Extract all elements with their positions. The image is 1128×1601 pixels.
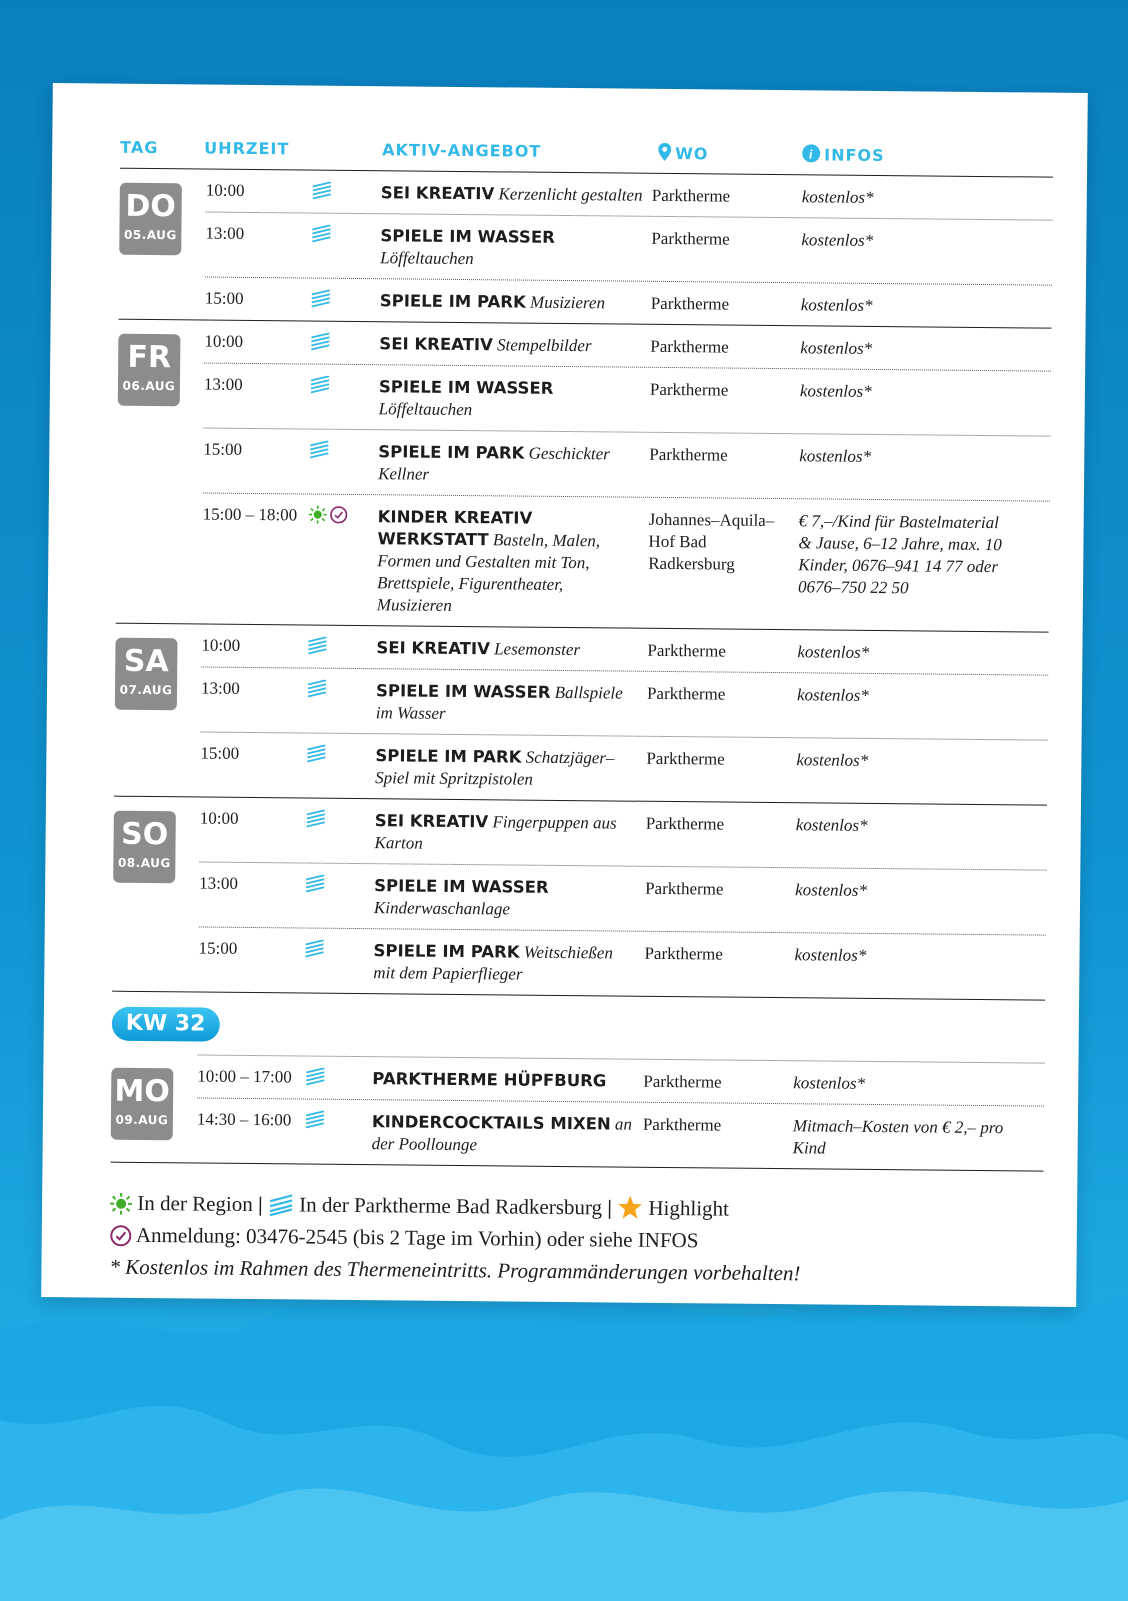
- schedule-row: [203, 428, 1051, 501]
- activity-subtitle: Musizieren: [529, 292, 606, 313]
- activity-subtitle: Löffeltauchen: [378, 399, 473, 420]
- day-date: 09.AUG: [115, 1112, 169, 1128]
- row-time: 13:00: [203, 374, 243, 394]
- row-time: 15:00: [200, 743, 240, 763]
- wave-icon: [305, 1068, 325, 1091]
- wave-icon: [311, 225, 331, 248]
- row-activity: [372, 1068, 634, 1093]
- activity-title: SPIELE IM PARK: [373, 941, 520, 962]
- activity-subtitle: Lesemonster: [494, 639, 581, 660]
- row-icons: [305, 1068, 328, 1090]
- activity-title: KINDER KREATIV WERKSTATT: [377, 507, 533, 550]
- day-rows: [200, 625, 1049, 805]
- svg-text:i: i: [808, 146, 814, 162]
- row-activity: [380, 290, 642, 315]
- day-name: FR: [127, 339, 172, 376]
- schedule-row: [202, 493, 1050, 632]
- week-separator: [112, 992, 1046, 1063]
- row-location: Parktherme: [645, 878, 724, 899]
- day-badge: [119, 183, 182, 256]
- row-icons: [311, 290, 334, 312]
- legend-highlight: Highlight: [648, 1195, 730, 1221]
- row-icons: [309, 506, 351, 528]
- day-block: [114, 624, 1049, 806]
- row-activity: [381, 182, 643, 207]
- row-activity: [377, 506, 640, 619]
- schedule-row: [201, 667, 1049, 740]
- row-info: kostenlos*: [793, 1073, 866, 1093]
- activity-subtitle: an der Poollounge: [371, 1114, 633, 1155]
- row-icons: [310, 333, 333, 355]
- wave-icon: [306, 810, 326, 833]
- sun-icon: [309, 506, 327, 529]
- day-name: MO: [114, 1073, 171, 1110]
- schedule-card: [41, 83, 1088, 1307]
- day-rows: [205, 170, 1053, 328]
- row-icons: [307, 637, 330, 659]
- row-time: 10:00: [201, 635, 241, 655]
- row-location: Parktherme: [646, 748, 725, 769]
- col-uhrzeit: UHRZEIT: [204, 138, 290, 159]
- row-info: kostenlos*: [800, 295, 873, 315]
- day-block: [112, 797, 1047, 1001]
- day-badge: [111, 1068, 174, 1141]
- day-badge: [118, 334, 181, 407]
- row-time: 13:00: [205, 223, 245, 243]
- activity-subtitle: Löffeltauchen: [380, 248, 474, 269]
- schedule-row: [199, 862, 1047, 935]
- row-activity: [376, 637, 638, 662]
- row-location: Parktherme: [651, 228, 730, 249]
- activity-title: SPIELE IM WASSER: [374, 876, 549, 897]
- day-badge: [115, 638, 178, 711]
- wave-icon: [307, 637, 327, 660]
- sun-icon: [110, 1193, 132, 1215]
- row-info: kostenlos*: [794, 945, 867, 965]
- col-tag: TAG: [120, 137, 159, 158]
- wave-icon: [307, 680, 327, 703]
- day-date: 06.AUG: [122, 378, 176, 394]
- row-activity: [372, 1111, 634, 1158]
- row-activity: [373, 940, 635, 987]
- row-location: Parktherme: [644, 943, 723, 964]
- col-infos: [802, 144, 885, 165]
- row-info: kostenlos*: [795, 815, 868, 835]
- row-location: Parktherme: [643, 1071, 722, 1092]
- day-block: [110, 1054, 1044, 1172]
- day-date: 08.AUG: [117, 855, 171, 871]
- row-icons: [310, 376, 333, 398]
- row-activity: [378, 441, 640, 488]
- row-location: Parktherme: [642, 1114, 722, 1135]
- row-icons: [307, 680, 330, 702]
- legend-separator-2: |: [607, 1195, 613, 1220]
- activity-subtitle: Ballspiele im Wasser: [375, 682, 623, 723]
- legend-footnote: * Kostenlos im Rahmen des Thermeneintritts. Programmänderungen vorbehalten!: [109, 1254, 801, 1286]
- row-location: Parktherme: [649, 379, 729, 400]
- row-info: kostenlos*: [799, 381, 872, 401]
- activity-subtitle: Basteln, Malen, Formen und Gestalten mit Ton, Brettspiele, Figurentheater, Musizieren: [376, 530, 601, 615]
- schedule-row: [198, 926, 1046, 999]
- row-time: 13:00: [200, 678, 240, 698]
- row-icons: [305, 875, 328, 897]
- wave-icon: [311, 290, 331, 313]
- schedule-row: [204, 363, 1052, 436]
- col-angebot: AKTIV-ANGEBOT: [382, 140, 542, 161]
- schedule-row: [200, 732, 1048, 805]
- row-info: kostenlos*: [800, 338, 873, 358]
- location-pin-icon: [658, 143, 671, 161]
- activity-title: SPIELE IM WASSER: [380, 226, 555, 247]
- activity-title: SPIELE IM PARK: [379, 291, 526, 312]
- row-location: Parktherme: [651, 185, 731, 206]
- row-location: Johannes–Aquila–Hof Bad Radkersburg: [648, 509, 775, 574]
- legend-region: In der Region: [137, 1190, 253, 1217]
- row-time: 10:00 – 17:00: [197, 1066, 292, 1087]
- wave-icon: [312, 182, 332, 205]
- row-info: kostenlos*: [796, 750, 869, 770]
- activity-title: SPIELE IM WASSER: [378, 377, 554, 398]
- check-circle-icon: [110, 1225, 132, 1247]
- wave-icon: [306, 745, 326, 768]
- row-activity: [379, 376, 641, 423]
- row-activity: [379, 333, 641, 358]
- row-location: Parktherme: [649, 444, 728, 465]
- row-location: Parktherme: [650, 293, 730, 314]
- day-date: 07.AUG: [119, 682, 173, 698]
- day-rows: [202, 321, 1052, 632]
- day-rows: [196, 1054, 1044, 1170]
- wave-icon: [305, 875, 325, 898]
- col-wo-label: WO: [675, 144, 709, 164]
- day-name: SA: [123, 643, 169, 680]
- schedule-row: [196, 1097, 1044, 1170]
- row-time: 10:00: [204, 331, 244, 351]
- day-name: SO: [120, 816, 169, 853]
- activity-title: SEI KREATIV: [380, 183, 495, 204]
- activity-title: SPIELE IM WASSER: [375, 681, 551, 702]
- wave-icon: [268, 1194, 294, 1216]
- wave-icon: [310, 376, 330, 399]
- star-icon: [617, 1196, 643, 1220]
- activity-title: SEI KREATIV: [379, 334, 493, 355]
- activity-title: KINDERCOCKTAILS MIXEN: [371, 1112, 611, 1134]
- row-activity: [374, 810, 636, 857]
- row-time: 15:00: [203, 439, 243, 459]
- schedule-row: [205, 277, 1052, 328]
- activity-subtitle: Stempelbilder: [496, 335, 592, 356]
- monday-block: [110, 1054, 1044, 1172]
- activity-subtitle: Fingerpuppen aus Karton: [374, 812, 617, 853]
- row-info: kostenlos*: [799, 446, 872, 466]
- activity-subtitle: Schatzjäger–Spiel mit Spritzpistolen: [375, 747, 615, 789]
- row-time: 15:00: [198, 938, 238, 958]
- day-block: [116, 320, 1052, 633]
- row-location: Parktherme: [650, 336, 729, 357]
- activity-subtitle: Weitschießen mit dem Papierflieger: [373, 942, 614, 984]
- check-circle-icon: [330, 506, 348, 529]
- row-icons: [306, 810, 329, 832]
- row-location: Parktherme: [646, 683, 726, 704]
- wave-icon: [305, 1111, 325, 1134]
- day-name: DO: [125, 188, 177, 225]
- row-time: 10:00: [205, 180, 245, 200]
- row-info: kostenlos*: [801, 187, 874, 207]
- row-info: kostenlos*: [795, 880, 868, 900]
- row-time: 15:00: [204, 288, 244, 308]
- activity-subtitle: Geschickter Kellner: [378, 443, 610, 484]
- row-time: 15:00 – 18:00: [202, 504, 298, 525]
- row-info: kostenlos*: [801, 230, 874, 250]
- row-icons: [309, 441, 332, 463]
- day-date: 05.AUG: [123, 227, 177, 243]
- row-activity: [380, 225, 642, 272]
- legend-separator: |: [257, 1192, 263, 1217]
- legend-parktherme: In der Parktherme Bad Radkersburg: [299, 1192, 603, 1220]
- row-location: Parktherme: [645, 813, 725, 834]
- wave-icon: [310, 333, 330, 356]
- row-icons: [311, 225, 334, 247]
- schedule: [109, 132, 1053, 1292]
- day-rows: [198, 798, 1047, 1000]
- row-info: Mitmach–Kosten von € 2,– pro Kind: [792, 1116, 1004, 1158]
- row-time: 14:30 – 16:00: [196, 1109, 292, 1130]
- activity-title: SPIELE IM PARK: [378, 442, 525, 463]
- legend-anmeldung: Anmeldung: 03476-2545 (bis 2 Tage im Vorhin) oder siehe INFOS: [135, 1222, 699, 1253]
- wave-icon: [309, 441, 329, 464]
- activity-subtitle: Kinderwaschanlage: [373, 898, 511, 919]
- activity-title: SEI KREATIV: [376, 638, 491, 659]
- row-info: kostenlos*: [796, 685, 869, 705]
- activity-subtitle: Kerzenlicht gestalten: [498, 184, 643, 205]
- row-activity: [376, 680, 638, 727]
- legend: [109, 1187, 1043, 1292]
- row-time: 10:00: [199, 808, 239, 828]
- row-location: Parktherme: [647, 640, 726, 661]
- day-badge: [113, 811, 176, 884]
- activity-title: SEI KREATIV: [374, 811, 489, 832]
- col-infos-label: INFOS: [824, 145, 885, 166]
- schedule-row: [205, 212, 1053, 285]
- row-icons: [306, 745, 329, 767]
- activity-title: SPIELE IM PARK: [375, 746, 522, 767]
- row-icons: [304, 940, 327, 962]
- schedule-row: [199, 798, 1047, 870]
- col-wo: [658, 143, 708, 163]
- info-icon: [802, 144, 820, 162]
- row-time: 13:00: [199, 873, 239, 893]
- wave-icon: [304, 940, 324, 963]
- row-info: kostenlos*: [797, 642, 870, 662]
- day-block: [119, 169, 1053, 329]
- row-info: € 7,–/Kind für Bastelmaterial & Jause, 6–12 Jahre, max. 10 Kinder, 0676–941 14 77 oder 0676–750 22 50: [797, 511, 1002, 598]
- row-activity: [374, 875, 636, 922]
- row-activity: [375, 745, 637, 792]
- days-list: [112, 169, 1053, 1001]
- week-badge: KW 32: [112, 1007, 220, 1042]
- activity-title: PARKTHERME HÜPFBURG: [372, 1069, 607, 1091]
- row-icons: [312, 182, 335, 204]
- row-icons: [305, 1111, 328, 1133]
